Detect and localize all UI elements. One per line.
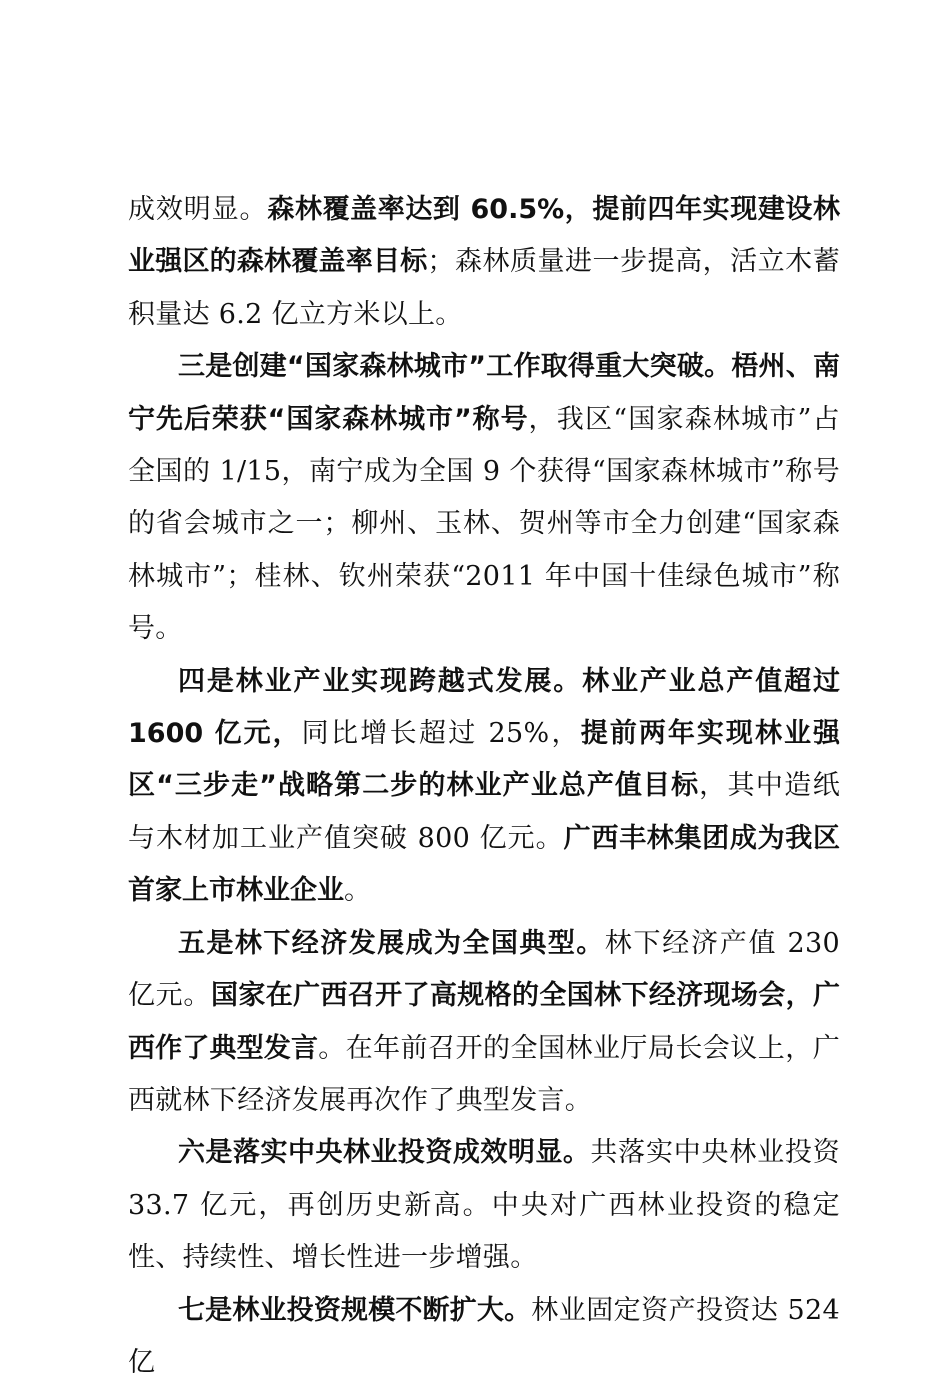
paragraph-central-investment	[128, 1127, 840, 1284]
paragraph-text: 成效明显。	[128, 194, 268, 225]
bold-highlight: 广西丰林集团成为我区首家上市林业企业	[128, 822, 840, 907]
paragraph-text: 林业固定资产投资达 524 亿	[128, 1294, 840, 1378]
paragraph-text: ，我区“国家森林城市”占全国的 1/15，南宁成为全国 9 个获得“国家森林城市”称号的省会城市之一；柳州、玉林、贺州等市全力创建“国家森林城市”；桂林、钦州荣获“2011 年中国十佳绿色城市”称号。	[128, 403, 840, 645]
bold-highlight: 森林覆盖率达到 60.5%，提前四年实现建设林业强区的森林覆盖率目标	[128, 194, 840, 278]
bold-highlight: 七是林业投资规模不断扩大。	[178, 1294, 532, 1326]
paragraph-forestry-industry	[128, 656, 840, 918]
paragraph-understory-economy	[128, 918, 840, 1128]
bold-highlight: 六是落实中央林业投资成效明显。	[178, 1137, 591, 1169]
bold-highlight: 三是创建“国家森林城市”工作取得重大突破。梧州、南宁先后荣获“国家森林城市”称号	[128, 351, 840, 435]
bold-highlight: 国家在广西召开了高规格的全国林下经济现场会，广西作了典型发言	[128, 980, 841, 1064]
paragraph-forest-city	[128, 341, 840, 655]
paragraph-text: 。在年前召开的全国林业厅局长会议上，广西就林下经济发展再次作了典型发言。	[128, 1032, 840, 1116]
paragraph-investment-scale	[128, 1285, 840, 1389]
bold-highlight: 五是林下经济发展成为全国典型。	[178, 927, 605, 959]
paragraph-text: 林下经济产值 230 亿元。	[128, 927, 840, 1012]
paragraph-text: 。	[344, 875, 372, 907]
paragraph-text: ，其中造纸与木材加工业产值突破 800 亿元。	[128, 770, 840, 854]
paragraph-forest-coverage	[128, 184, 840, 341]
paragraph-text: 同比增长超过 25%，	[301, 718, 581, 750]
bold-highlight: 提前两年实现林业强区“三步走”战略第二步的林业产业总产值目标	[128, 718, 841, 802]
document-body	[128, 184, 840, 1389]
paragraph-text: ；森林质量进一步提高，活立木蓄积量达 6.2 亿立方米以上。	[128, 246, 841, 330]
bold-highlight: 四是林业产业实现跨越式发展。林业产业总产值超过 1600 亿元，	[128, 665, 840, 750]
paragraph-text: 共落实中央林业投资 33.7 亿元，再创历史新高。中央对广西林业投资的稳定性、持续性、增长性进一步增强。	[128, 1137, 841, 1274]
